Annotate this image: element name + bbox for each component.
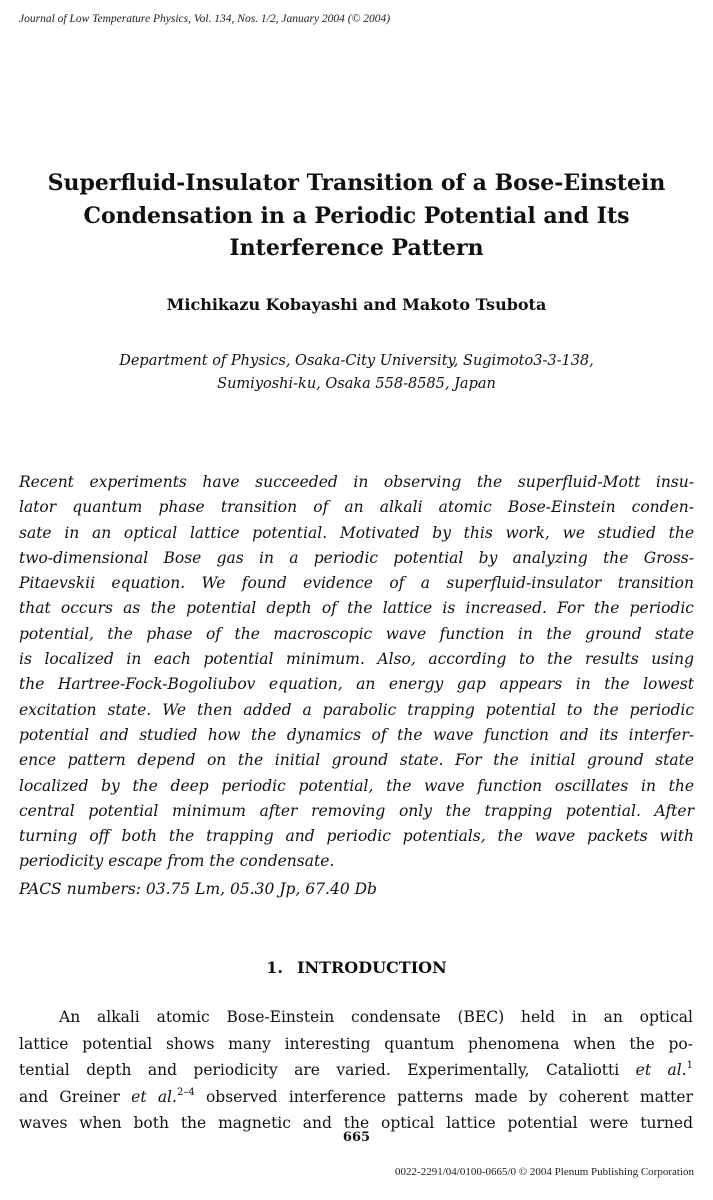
- abstract-line: central potential minimum after removing only the trapping potential. After: [19, 801, 694, 820]
- abstract: [19, 470, 694, 875]
- body-line: An alkali atomic Bose-Einstein condensate (BEC) held in an optical: [59, 1008, 693, 1026]
- title-line: Interference Pattern: [229, 235, 484, 261]
- abstract-line: periodicity escape from the condensate.: [19, 852, 335, 871]
- body-line: lattice potential shows many interesting quantum phenomena when the po-: [19, 1034, 693, 1053]
- section-number: 1.: [266, 958, 283, 977]
- body-line: [19, 1084, 693, 1111]
- abstract-line: that occurs as the potential depth of the lattice is increased. For the periodic: [19, 599, 694, 618]
- abstract-line: localized by the deep periodic potential, the wave function oscillates in the: [19, 776, 694, 795]
- abstract-line: potential, the phase of the macroscopic wave function in the ground state: [19, 624, 694, 643]
- abstract-line: Recent experiments have succeeded in observing the superfluid-Mott insu-: [19, 473, 694, 491]
- title-line: Superfluid-Insulator Transition of a Bose-Einstein: [47, 170, 666, 196]
- abstract-line: Pitaevskii equation. We found evidence of a superfluid-insulator transition: [19, 574, 694, 593]
- abstract-line: the Hartree-Fock-Bogoliubov equation, an energy gap appears in the lowest: [19, 675, 694, 694]
- affiliation-line: Department of Physics, Osaka-City University, Sugimoto3-3-138,: [119, 353, 594, 369]
- abstract-line: turning off both the trapping and periodic potentials, the wave packets with: [19, 827, 694, 846]
- abstract-line: excitation state. We then added a parabolic trapping potential to the periodic: [19, 700, 694, 719]
- body-line: [19, 1057, 693, 1084]
- paper-title: [0, 167, 713, 265]
- abstract-line: is localized in each potential minimum. Also, according to the results using: [19, 650, 694, 669]
- body-text-fragment: observed interference patterns made by coherent matter: [205, 1087, 693, 1106]
- copyright-notice: 0022-2291/04/0100-0665/0 © 2004 Plenum Publishing Corporation: [395, 1166, 694, 1178]
- abstract-line: two-dimensional Bose gas in a periodic potential by analyzing the Gross-: [19, 548, 694, 567]
- affiliation: [0, 350, 713, 396]
- pacs-numbers: PACS numbers: 03.75 Lm, 05.30 Jp, 67.40 Db: [19, 880, 377, 898]
- section-heading: [0, 958, 713, 977]
- abstract-line: ence pattern depend on the initial ground state. For the initial ground state: [19, 751, 694, 770]
- abstract-line: sate in an optical lattice potential. Motivated by this work, we studied the: [19, 523, 694, 542]
- citation-etal: et al.: [131, 1087, 177, 1106]
- citation-etal: et al.: [635, 1061, 687, 1079]
- title-line: Condensation in a Periodic Potential and Its: [83, 202, 630, 229]
- body-text: [19, 1004, 693, 1137]
- body-text-fragment: and Greiner: [19, 1087, 120, 1106]
- abstract-line: potential and studied how the dynamics of the wave function and its interfer-: [19, 725, 694, 744]
- page-number: 665: [342, 1130, 371, 1145]
- affiliation-line: Sumiyoshi-ku, Osaka 558-8585, Japan: [217, 376, 496, 392]
- abstract-line: lator quantum phase transition of an alkali atomic Bose-Einstein conden-: [19, 498, 694, 517]
- section-title: INTRODUCTION: [296, 958, 447, 977]
- body-text-fragment: tential depth and periodicity are varied. Experimentally, Cataliotti: [19, 1061, 620, 1079]
- citation-ref: 1: [686, 1060, 693, 1071]
- journal-header: Journal of Low Temperature Physics, Vol. 134, Nos. 1/2, January 2004 (© 2004): [19, 13, 391, 25]
- authors: Michikazu Kobayashi and Makoto Tsubota: [166, 295, 547, 314]
- body-line: waves when both the magnetic and the optical lattice potential were turned: [19, 1114, 693, 1132]
- citation-ref: 2–4: [176, 1086, 195, 1098]
